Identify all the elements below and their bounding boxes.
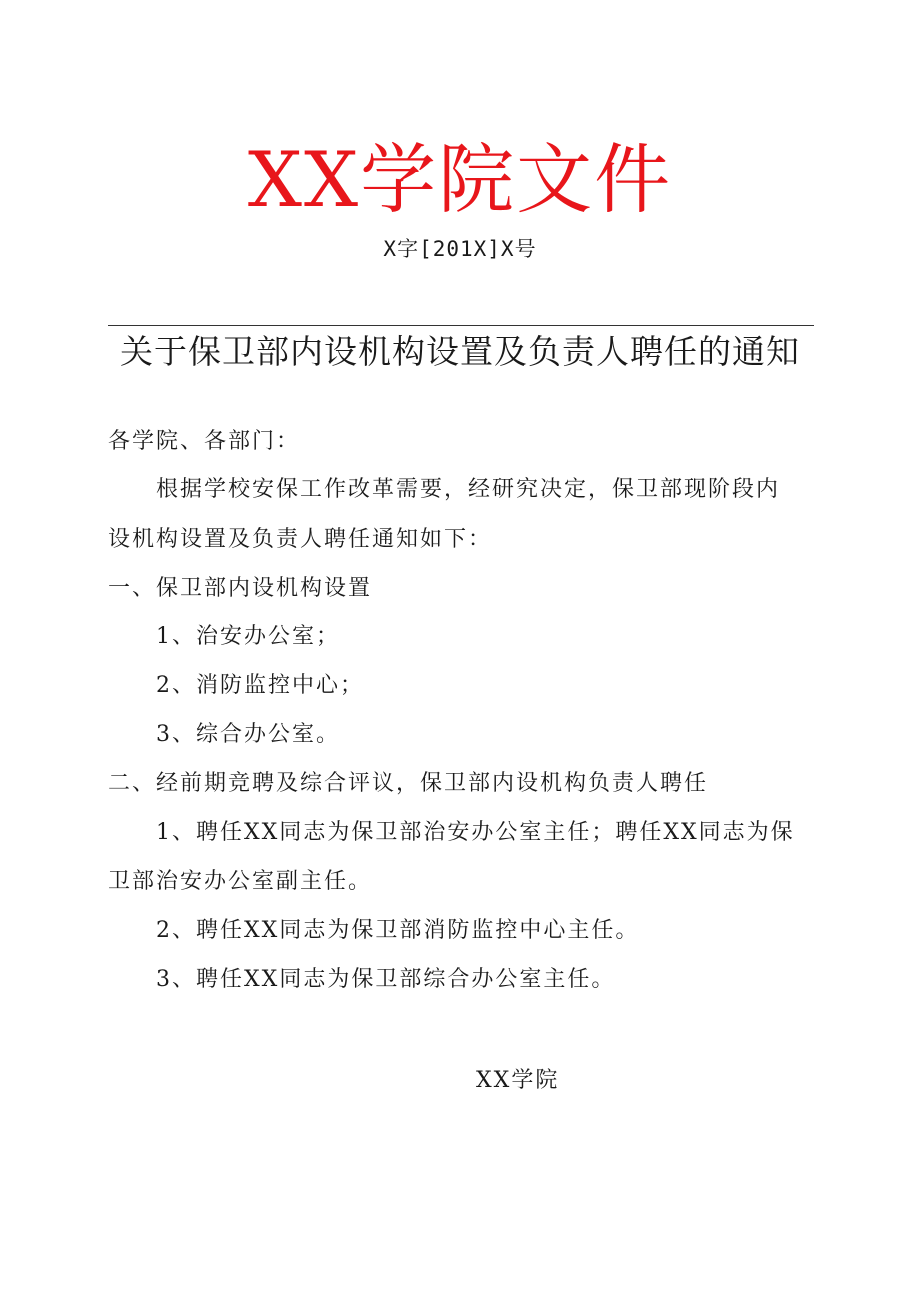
salutation: 各学院、各部门： bbox=[108, 429, 301, 454]
section-1-item: 1、治安办公室； bbox=[156, 624, 340, 649]
section-2-item-1-line-2: 卫部治安办公室副主任。 bbox=[108, 869, 373, 894]
document-number: X字[201X]X号 bbox=[383, 237, 537, 261]
intro-paragraph-line-2: 设机构设置及负责人聘任通知如下： bbox=[108, 527, 493, 552]
section-1-heading: 一、保卫部内设机构设置 bbox=[108, 576, 373, 601]
section-2-heading: 二、经前期竞聘及综合评议，保卫部内设机构负责人聘任 bbox=[108, 771, 709, 796]
section-2-item-2: 2、聘任XX同志为保卫部消防监控中心主任。 bbox=[156, 918, 640, 943]
section-1-item: 2、消防监控中心； bbox=[156, 673, 364, 698]
section-2-item-3: 3、聘任XX同志为保卫部综合办公室主任。 bbox=[156, 967, 616, 992]
intro-paragraph-line-1: 根据学校安保工作改革需要，经研究决定，保卫部现阶段内 bbox=[156, 477, 781, 502]
issuer-signature: XX学院 bbox=[476, 1068, 560, 1093]
notice-title: 关于保卫部内设机构设置及负责人聘任的通知 bbox=[120, 332, 800, 371]
document-header-title: XX学院文件 bbox=[247, 135, 673, 224]
section-1-item: 3、综合办公室。 bbox=[156, 722, 340, 747]
header-divider bbox=[108, 325, 814, 326]
section-2-item-1-line-1: 1、聘任XX同志为保卫部治安办公室主任；聘任XX同志为保 bbox=[156, 820, 795, 845]
